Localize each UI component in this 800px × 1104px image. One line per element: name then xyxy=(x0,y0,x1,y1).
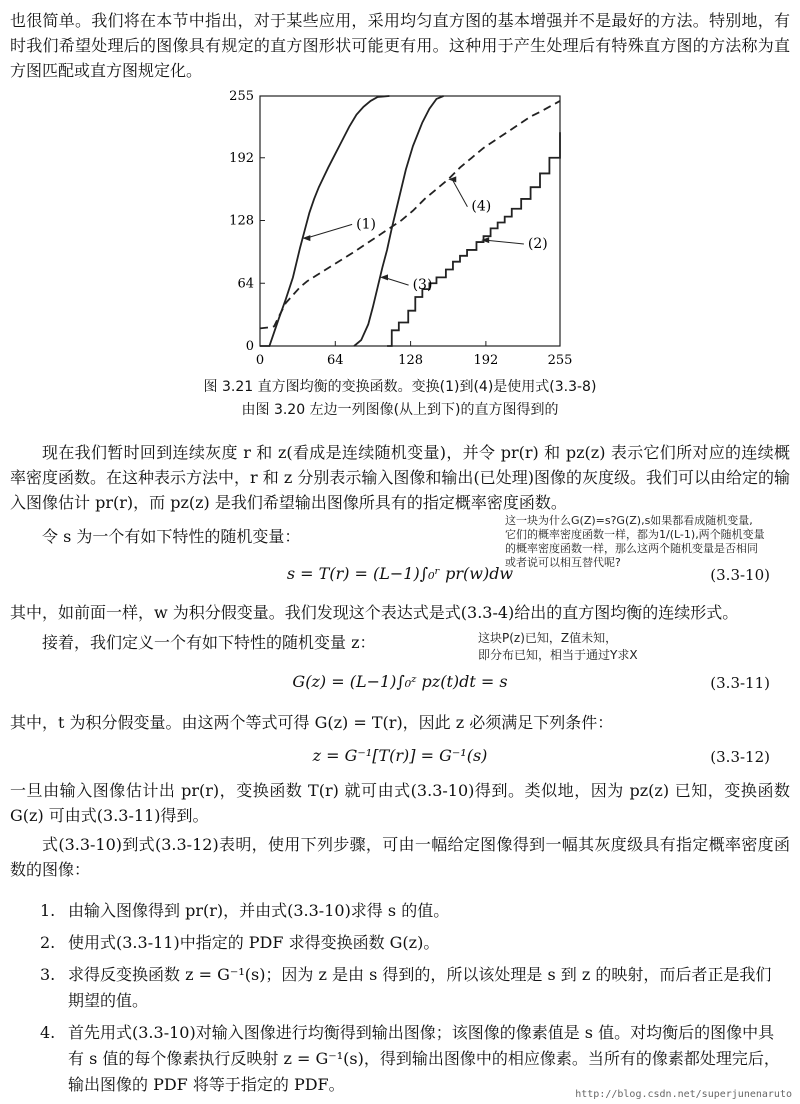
callout-arrow xyxy=(485,240,524,244)
y-tick-label: 128 xyxy=(229,213,254,229)
handwritten-note-question xyxy=(505,514,765,570)
equation-number: (3.3-11) xyxy=(710,674,770,692)
handwritten-note-known-pz xyxy=(478,630,638,664)
equation-3-3-11: G(z) = (L−1)∫₀ᶻ pz(t)dt = s xyxy=(292,672,508,691)
equation-3-3-10: s = T(r) = (L−1)∫₀ʳ pr(w)dw xyxy=(286,564,514,583)
step-text: 由输入图像得到 pr(r)，并由式(3.3-10)求得 s 的值。 xyxy=(68,901,450,920)
paragraph-random-variable-s: 令 s 为一个有如下特性的随机变量： xyxy=(42,527,301,546)
step-item xyxy=(40,962,780,1014)
paragraph-pdf-definition: 现在我们暂时回到连续灰度 r 和 z(看成是连续随机变量)，并令 pr(r) 和 pz(z) 表示它们所对应的连续概率密度函数。在这种表示方法中，r 和 z 分别表示输入图像和输出(已处理)图像的灰度级。我们可以由给定的输入图像估计 pr(r)，而 pz(z) 是我们希望输出图像所具有的指定概率密度函数。 xyxy=(10,443,790,512)
step-item xyxy=(40,930,780,956)
equation-number: (3.3-10) xyxy=(710,566,770,584)
paragraph-condition: 其中，t 为积分假变量。由这两个等式可得 G(z) = T(r)，因此 z 必须满足下列条件： xyxy=(10,713,614,732)
note-line: 这一块为什么G(Z)=s?G(Z),s如果都看成随机变量, xyxy=(505,514,753,527)
step-number: 2. xyxy=(40,933,56,952)
note-line: 即分布已知，相当于通过Y求X xyxy=(478,648,638,662)
step-number: 1. xyxy=(40,901,56,920)
note-line: 的概率密度函数一样，那么这两个随机变量是否相同 xyxy=(505,542,758,555)
caption-line-2: 由图 3.20 左边一列图像(从上到下)的直方图得到的 xyxy=(241,402,559,418)
x-tick-label: 255 xyxy=(547,353,573,368)
note-line: 它们的概率密度函数一样，都为1/(L-1),两个随机变量 xyxy=(505,528,765,541)
step-item xyxy=(40,1020,780,1098)
x-tick-label: 64 xyxy=(327,353,344,368)
series-label: (1) xyxy=(356,216,376,233)
paragraph-dummy-variable-w: 其中，如前面一样，w 为积分假变量。我们发现这个表达式是式(3.3-4)给出的直方图均衡的连续形式。 xyxy=(10,603,739,622)
series-line-4 xyxy=(260,101,560,328)
equation-3-3-12: z = G⁻¹[T(r)] = G⁻¹(s) xyxy=(312,746,488,765)
x-tick-label: 0 xyxy=(255,353,265,368)
step-number: 3. xyxy=(40,965,56,984)
step-item xyxy=(40,898,780,924)
callout-arrow xyxy=(452,179,467,206)
callout-arrow xyxy=(306,224,352,238)
y-tick-label: 0 xyxy=(245,339,254,354)
y-tick-label: 255 xyxy=(229,89,254,104)
y-tick-label: 64 xyxy=(237,276,254,292)
paragraph-transform-functions: 一旦由输入图像估计出 pr(r)，变换函数 T(r) 就可由式(3.3-10)得到。类似地，因为 pz(z) 已知，变换函数 G(z) 可由式(3.3-11)得到。 xyxy=(10,781,790,825)
watermark-url: http://blog.csdn.net/superjunenaruto xyxy=(575,1089,792,1100)
step-number: 4. xyxy=(40,1023,56,1042)
paragraph-procedure-intro: 式(3.3-10)到式(3.3-12)表明，使用下列步骤，可由一幅给定图像得到一幅其灰度级具有指定概率密度函数的图像： xyxy=(10,835,790,879)
equation-number: (3.3-12) xyxy=(710,748,770,766)
x-tick-label: 128 xyxy=(398,353,424,368)
transformation-chart xyxy=(200,86,580,376)
paragraph-random-variable-z: 接着，我们定义一个有如下特性的随机变量 z： xyxy=(42,633,376,652)
y-tick-label: 192 xyxy=(229,150,254,166)
note-line: 这块P(z)已知，Z值未知， xyxy=(478,631,618,645)
procedure-steps xyxy=(40,898,780,1104)
step-text: 首先用式(3.3-10)对输入图像进行均衡得到输出图像；该图像的像素值是 s 值。对均衡后的图像中具有 s 值的每个像素执行反映射 z = G⁻¹(s)，得到输出图像中的相应像素。当所有的像素都处理完后，输出图像的 PDF 将等于指定的 PDF。 xyxy=(68,1023,780,1094)
series-label: (4) xyxy=(471,198,492,215)
x-tick-label: 192 xyxy=(473,353,499,368)
series-label: (2) xyxy=(527,235,548,252)
figure-caption xyxy=(0,376,800,422)
series-label: (3) xyxy=(412,277,433,294)
step-text: 使用式(3.3-11)中指定的 PDF 求得变换函数 G(z)。 xyxy=(68,933,440,952)
caption-line-1: 图 3.21 直方图均衡的变换函数。变换(1)到(4)是使用式(3.3-8) xyxy=(203,379,597,395)
step-text: 求得反变换函数 z = G⁻¹(s)；因为 z 是由 s 得到的，所以该处理是 s 到 z 的映射，而后者正是我们期望的值。 xyxy=(68,965,772,1010)
intro-paragraph: 也很简单。我们将在本节中指出，对于某些应用，采用均匀直方图的基本增强并不是最好的方法。特别地，有时我们希望处理后的图像具有规定的直方图形状可能更有用。这种用于产生处理后有特殊直方图的方法称为直方图匹配或直方图规定化。 xyxy=(10,11,790,80)
note-line: 或者说可以相互替代呢? xyxy=(505,556,621,569)
plot-frame xyxy=(260,96,560,346)
